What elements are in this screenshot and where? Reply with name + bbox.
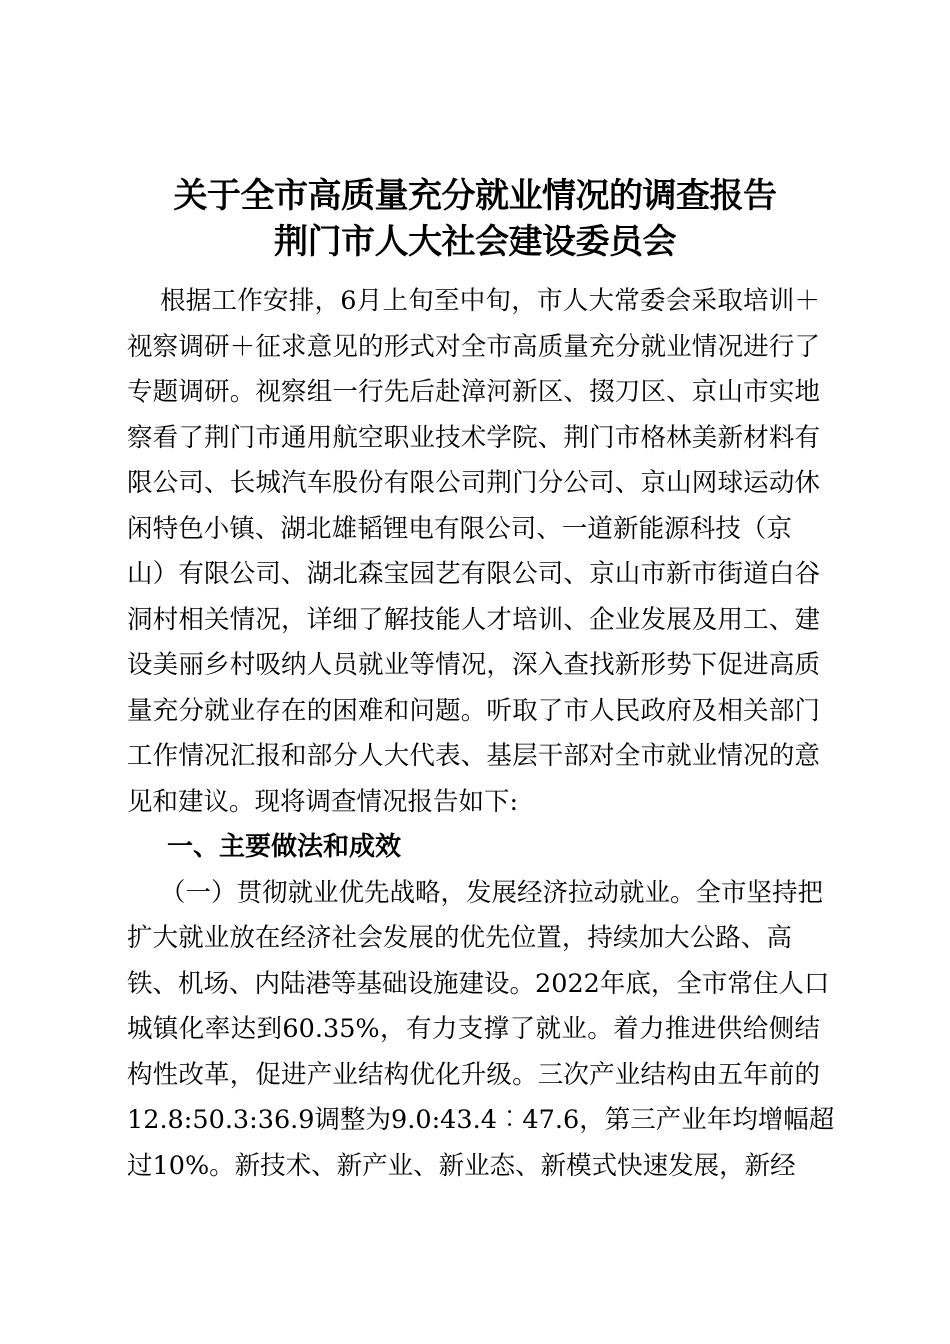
paragraph-line: 过10%。新技术、新产业、新业态、新模式快速发展，新经	[127, 1150, 796, 1181]
document-subtitle: 荆门市人大社会建设委员会	[274, 222, 676, 262]
paragraph-line: 察看了荆门市通用航空职业技术学院、荆门市格林美新材料有	[127, 422, 820, 453]
paragraph-line: 视察调研＋征求意见的形式对全市高质量充分就业情况进行了	[127, 331, 820, 362]
paragraph-line: 12.8:50.3:36.9调整为9.0:43.4︰47.6，第三产业年均增幅超	[127, 1105, 835, 1135]
paragraph-line: 洞村相关情况，详细了解技能人才培训、企业发展及用工、建	[127, 604, 820, 635]
paragraph-line: 见和建议。现将调查情况报告如下:	[127, 786, 519, 817]
paragraph-line: 根据工作安排，6月上旬至中旬，市人大常委会采取培训＋	[160, 286, 820, 316]
paragraph-line: 扩大就业放在经济社会发展的优先位置，持续加大公路、高	[127, 923, 792, 953]
paragraph-line: 设美丽乡村吸纳人员就业等情况，深入查找新形势下促进高质	[127, 650, 820, 680]
paragraph-line: 工作情况汇报和部分人大代表、基层干部对全市就业情况的意	[127, 741, 820, 771]
paragraph-line: 闲特色小镇、湖北雄韬锂电有限公司、一道新能源科技（京	[127, 513, 792, 544]
paragraph-line: （一）贯彻就业优先战略，发展经济拉动就业。全市坚持把	[160, 877, 824, 908]
paragraph-line: 专题调研。视察组一行先后赴漳河新区、掇刀区、京山市实地	[127, 377, 820, 407]
paragraph-line: 铁、机场、内陆港等基础设施建设。2022年底，全市常住人口	[127, 968, 830, 999]
section-heading: 一、主要做法和成效	[167, 832, 402, 862]
paragraph-line: 限公司、长城汽车股份有限公司荆门分公司、京山网球运动休	[127, 468, 820, 498]
document-title: 关于全市高质量充分就业情况的调查报告	[173, 176, 777, 216]
paragraph-line: 构性改革，促进产业结构优化升级。三次产业结构由五年前的	[127, 1059, 820, 1090]
paragraph-line: 量充分就业存在的困难和问题。听取了市人民政府及相关部门	[127, 695, 820, 726]
paragraph-line: 山）有限公司、湖北森宝园艺有限公司、京山市新市街道白谷	[127, 559, 820, 589]
paragraph-line: 城镇化率达到60.35%，有力支撑了就业。着力推进供给侧结	[127, 1014, 820, 1044]
document-body	[127, 279, 835, 1189]
